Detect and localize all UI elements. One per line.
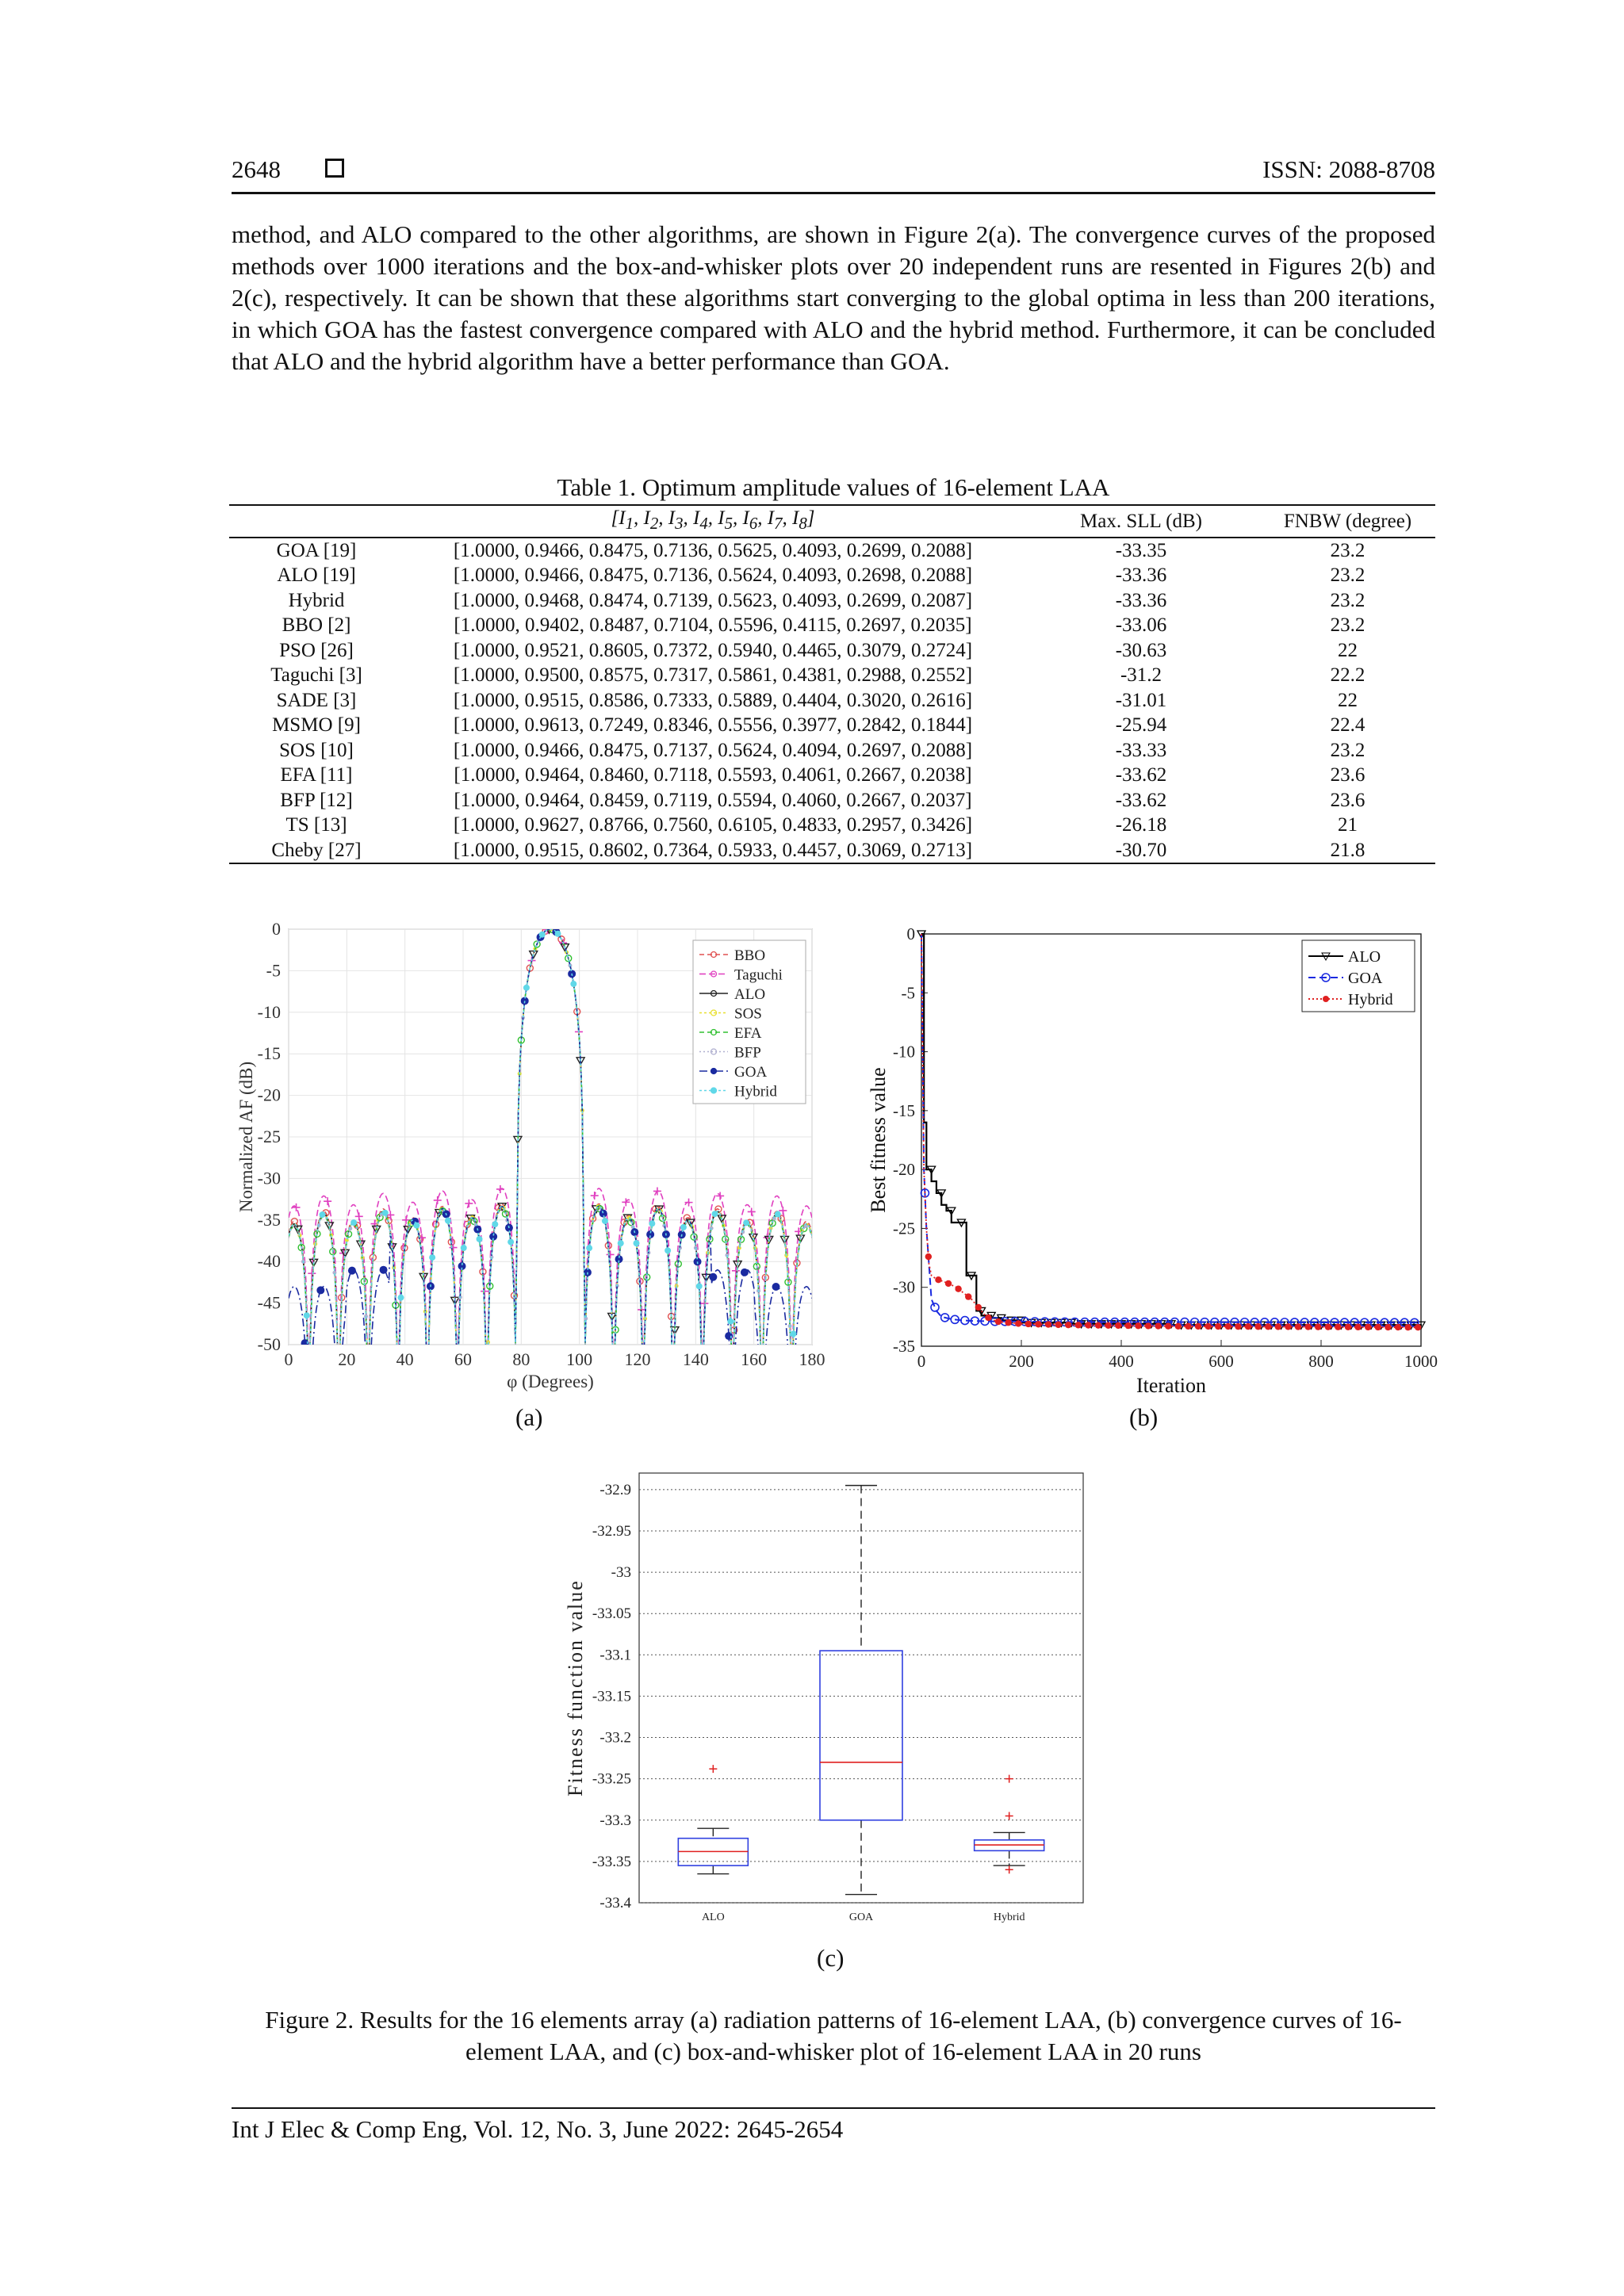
table-cell: [1.0000, 0.9521, 0.8605, 0.7372, 0.5940, 0.4465, 0.3079, 0.2724] (453, 639, 973, 661)
y-tick-label: -33 (611, 1564, 631, 1582)
table-row (229, 738, 1435, 763)
x-tick-label: Hybrid (993, 1911, 1025, 1923)
data-point (1415, 1324, 1421, 1330)
legend-label: Hybrid (1348, 991, 1393, 1008)
table-row (229, 813, 1435, 838)
figure-c-label: (c) (817, 1944, 845, 1972)
y-axis-label: Fitness function value (564, 1579, 587, 1797)
radiation-pattern-chart (230, 910, 848, 1402)
legend-label: SOS (734, 1005, 762, 1023)
table-row (229, 563, 1435, 588)
data-point (945, 1280, 952, 1287)
data-point (772, 1283, 780, 1291)
table-cell: -33.62 (1115, 764, 1167, 786)
table-row (229, 613, 1435, 638)
data-point (775, 1211, 781, 1217)
table-cell: -33.62 (1115, 789, 1167, 811)
data-point (348, 1267, 356, 1275)
y-tick-label: -30 (893, 1277, 915, 1297)
data-point (523, 985, 530, 991)
data-point (1285, 1323, 1291, 1330)
legend-marker (711, 1088, 717, 1093)
data-point (1235, 1323, 1241, 1330)
data-point (508, 1239, 514, 1246)
data-point (1275, 1323, 1281, 1330)
table-cell: -33.36 (1115, 564, 1167, 586)
y-tick-label: -30 (257, 1168, 281, 1188)
legend-label: EFA (734, 1025, 762, 1042)
data-point (1254, 1323, 1261, 1330)
legend-label: Taguchi (734, 966, 783, 984)
data-point (1215, 1323, 1221, 1330)
y-tick-label: -25 (893, 1219, 915, 1238)
data-point (1345, 1324, 1351, 1330)
table-cell: Cheby [27] (229, 838, 404, 864)
data-point (1265, 1323, 1271, 1330)
y-tick-label: -32.95 (592, 1522, 631, 1540)
data-point (602, 1218, 608, 1224)
y-tick-label: -33.2 (599, 1729, 631, 1747)
table-cell: [1.0000, 0.9466, 0.8475, 0.7137, 0.5624, 0.4094, 0.2697, 0.2088] (453, 739, 973, 761)
figure-a-label: (a) (515, 1403, 543, 1431)
x-tick-label: ALO (701, 1911, 725, 1923)
data-point (413, 1223, 419, 1229)
table-1 (229, 504, 1435, 864)
data-point (985, 1314, 991, 1321)
table-cell: [1.0000, 0.9466, 0.8475, 0.7136, 0.5625, 0.4093, 0.2699, 0.2088] (453, 539, 973, 561)
table-cell: -33.33 (1115, 739, 1167, 761)
x-tick-label: 180 (799, 1349, 825, 1369)
data-point (696, 1283, 703, 1289)
data-point (618, 1240, 624, 1246)
body-text (232, 219, 1435, 377)
data-point (1385, 1324, 1391, 1330)
table-cell: BBO [2] (282, 614, 351, 636)
table-cell: -33.35 (1115, 539, 1167, 561)
data-point (320, 1211, 326, 1218)
table-row (229, 763, 1435, 788)
legend-label: ALO (734, 986, 766, 1003)
legend-marker (711, 1069, 717, 1074)
x-tick-label: 400 (1109, 1352, 1134, 1371)
data-point (1245, 1323, 1251, 1330)
convergence-chart (864, 910, 1443, 1402)
data-point (398, 1295, 404, 1301)
data-point (1304, 1323, 1311, 1330)
table-cell: [1.0000, 0.9464, 0.8460, 0.7118, 0.5593, 0.4061, 0.2667, 0.2038] (454, 764, 972, 786)
y-tick-label: -20 (893, 1160, 915, 1180)
x-tick-label: 80 (512, 1349, 530, 1369)
table-row (229, 838, 1435, 864)
table-cell: SOS [10] (279, 739, 354, 761)
data-point (791, 1330, 797, 1337)
data-point (741, 1269, 749, 1276)
x-tick-label: 120 (624, 1349, 651, 1369)
table-cell: ALO [19] (277, 564, 356, 586)
data-point (1075, 1322, 1082, 1328)
data-point (492, 1221, 498, 1227)
y-tick-label: -33.15 (592, 1688, 631, 1705)
y-tick-label: -33.4 (599, 1895, 631, 1911)
table-cell: Hybrid (288, 589, 345, 611)
data-point (1035, 1321, 1041, 1327)
table-row (229, 688, 1435, 714)
y-tick-label: -5 (266, 960, 281, 981)
data-point (1335, 1324, 1341, 1330)
data-point (1395, 1324, 1401, 1330)
data-point (665, 1247, 671, 1253)
data-point (445, 1218, 451, 1224)
data-point (539, 932, 546, 938)
data-point (680, 1224, 687, 1230)
data-point (975, 1304, 982, 1311)
x-tick-label: GOA (848, 1911, 874, 1923)
table-cell: 23.2 (1330, 564, 1365, 586)
table-cell: 23.6 (1330, 764, 1365, 786)
table-cell: 23.2 (1330, 589, 1365, 611)
table-cell: 22 (1338, 689, 1358, 711)
data-point (1085, 1322, 1091, 1328)
table-row (229, 538, 1435, 564)
data-point (570, 981, 576, 987)
y-tick-label: -33.05 (592, 1605, 631, 1623)
table-row (229, 663, 1435, 688)
y-tick-label: -15 (257, 1043, 281, 1064)
data-point (1365, 1324, 1371, 1330)
data-point (634, 1240, 640, 1246)
x-tick-label: 0 (917, 1352, 926, 1371)
y-tick-label: -35 (257, 1209, 281, 1230)
table-cell: EFA [11] (280, 764, 353, 786)
table-cell: -30.63 (1115, 639, 1167, 661)
data-point (1295, 1323, 1301, 1330)
issn: ISSN: 2088-8708 (1262, 155, 1435, 183)
data-point (429, 1254, 435, 1261)
data-point (382, 1210, 389, 1216)
square-icon (325, 159, 344, 178)
y-tick-label: -40 (257, 1251, 281, 1272)
y-tick-label: -45 (257, 1292, 281, 1313)
data-point (477, 1236, 483, 1242)
table-cell: [1.0000, 0.9515, 0.8602, 0.7364, 0.5933, 0.4457, 0.3069, 0.2713] (404, 838, 1022, 864)
data-point (743, 1219, 749, 1226)
legend-label: BBO (734, 947, 766, 964)
data-point (1015, 1320, 1021, 1326)
data-point (1045, 1321, 1051, 1327)
x-tick-label: 160 (741, 1349, 768, 1369)
x-tick-label: 600 (1208, 1352, 1234, 1371)
y-tick-label: -5 (901, 983, 915, 1003)
table-cell: 21.8 (1260, 838, 1435, 864)
x-axis-label: Iteration (1136, 1374, 1207, 1397)
y-tick-label: -35 (893, 1337, 915, 1356)
y-axis-label: Best fitness value (867, 1067, 890, 1213)
table-cell: 23.6 (1330, 789, 1365, 811)
data-point (727, 1318, 733, 1325)
x-tick-label: 140 (682, 1349, 709, 1369)
legend-label: Hybrid (734, 1083, 777, 1100)
data-point (955, 1285, 961, 1292)
legend-label: ALO (1348, 948, 1381, 966)
y-tick-label: -33.25 (592, 1770, 631, 1788)
table-cell: [1.0000, 0.9515, 0.8586, 0.7333, 0.5889, 0.4404, 0.3020, 0.2616] (453, 689, 973, 711)
box-plot-chart (555, 1459, 1094, 1942)
y-tick-label: 0 (272, 919, 281, 939)
table-header-cell (229, 505, 404, 538)
x-tick-label: 0 (284, 1349, 293, 1369)
header-rule (232, 192, 1435, 194)
table-row (229, 713, 1435, 738)
table-cell: 22.4 (1330, 714, 1365, 736)
data-point (1205, 1323, 1211, 1330)
data-point (965, 1293, 971, 1299)
table-header-row (229, 505, 1435, 538)
y-tick-label: -15 (893, 1100, 915, 1120)
x-tick-label: 40 (396, 1349, 414, 1369)
y-tick-label: -33.3 (599, 1812, 631, 1829)
table-cell: -33.36 (1115, 589, 1167, 611)
table-cell: BFP [12] (280, 789, 353, 811)
x-axis-label: φ (Degrees) (507, 1372, 594, 1391)
table-cell: [1.0000, 0.9402, 0.8487, 0.7104, 0.5596, 0.4115, 0.2697, 0.2035] (454, 614, 972, 636)
table-cell: -31.01 (1115, 689, 1167, 711)
data-point (586, 1245, 592, 1251)
data-point (1105, 1322, 1111, 1329)
table-cell: 23.2 (1330, 614, 1365, 636)
y-tick-label: -10 (257, 1001, 281, 1022)
data-point (712, 1211, 718, 1217)
footer-rule (232, 2107, 1435, 2109)
data-point (1375, 1324, 1381, 1330)
table-cell: 22 (1338, 639, 1358, 661)
page-number: 2648 (232, 155, 281, 183)
y-tick-label: -10 (893, 1042, 915, 1062)
data-point (555, 931, 561, 937)
table-row (229, 638, 1435, 664)
y-tick-label: -33.1 (599, 1647, 631, 1664)
x-tick-label: 200 (1009, 1352, 1034, 1371)
table-cell: -25.94 (1115, 714, 1167, 736)
table-cell: 22.2 (1330, 664, 1365, 686)
table-cell: [1.0000, 0.9468, 0.8474, 0.7139, 0.5623, 0.4093, 0.2699, 0.2087] (453, 589, 973, 611)
data-point (1325, 1323, 1331, 1330)
footer-text: Int J Elec & Comp Eng, Vol. 12, No. 3, June 2022: 2645-2654 (232, 2115, 844, 2143)
y-tick-label: 0 (906, 924, 915, 943)
data-point (1225, 1323, 1231, 1330)
data-point (709, 1273, 717, 1281)
y-tick-label: -32.9 (599, 1481, 631, 1498)
table-cell: -33.06 (1115, 614, 1167, 636)
table-row (229, 588, 1435, 614)
data-point (1175, 1323, 1182, 1330)
table-cell: MSMO [9] (272, 714, 361, 736)
data-point (1005, 1319, 1011, 1326)
table-header-cell: [$I_1$, $I_2$, $I_3$, $I_4$, $I_5$, $I_6$, $I_7$, $I_8$] (404, 505, 1022, 538)
table-cell: -26.18 (1115, 814, 1167, 836)
paragraph: method, and ALO compared to the other algorithms, are shown in Figure 2(a). The convergence curves of the proposed methods over 1000 iterations and the box-and-whisker plots over 20 independent runs are resented in Figures 2(b) and 2(c), respectively. It can be shown that these algorithms start converging to the global optima in less than 200 iterations, in which GOA has the fastest convergence compared with ALO and the hybrid method. Furthermore, it can be concluded that ALO and the hybrid algorithm have a better performance than GOA. (232, 220, 1435, 375)
data-point (1135, 1322, 1141, 1329)
y-tick-label: -25 (257, 1127, 281, 1146)
data-point (380, 1266, 388, 1274)
table-cell: Taguchi [3] (270, 664, 362, 686)
data-point (461, 1245, 467, 1251)
x-tick-label: 60 (454, 1349, 472, 1369)
figure-b-label: (b) (1129, 1403, 1159, 1431)
legend-label: GOA (1348, 970, 1383, 987)
table-header-cell: FNBW (degree) (1260, 505, 1435, 538)
data-point (649, 1220, 655, 1226)
y-tick-label: -50 (257, 1334, 281, 1354)
data-point (1195, 1323, 1201, 1330)
table-cell: GOA [19] (276, 539, 357, 561)
table-caption: Table 1. Optimum amplitude values of 16-element LAA (557, 473, 1110, 501)
data-point (995, 1318, 1002, 1325)
data-point (316, 1286, 324, 1294)
x-tick-label: 1000 (1404, 1352, 1438, 1371)
table-cell: -30.70 (1022, 838, 1260, 864)
legend-label: BFP (734, 1044, 761, 1062)
table-cell: 23.2 (1330, 739, 1365, 761)
table-cell: 21 (1338, 814, 1358, 836)
data-point (1055, 1322, 1061, 1328)
table-cell: [1.0000, 0.9500, 0.8575, 0.7317, 0.5861, 0.4381, 0.2988, 0.2552] (453, 664, 973, 686)
data-point (1185, 1323, 1191, 1330)
data-point (1025, 1321, 1032, 1327)
data-point (1095, 1322, 1101, 1328)
data-point (350, 1219, 357, 1226)
table-cell: [1.0000, 0.9613, 0.7249, 0.8346, 0.5556, 0.3977, 0.2842, 0.1844] (453, 714, 973, 736)
legend-label: GOA (734, 1064, 768, 1081)
data-point (1354, 1324, 1361, 1330)
x-tick-label: 20 (338, 1349, 356, 1369)
data-point (1125, 1322, 1132, 1329)
data-point (925, 1253, 932, 1260)
x-tick-label: 800 (1308, 1352, 1334, 1371)
data-point (1145, 1322, 1151, 1329)
y-tick-label: -20 (257, 1085, 281, 1105)
figure-caption: Figure 2. Results for the 16 elements array (a) radiation patterns of 16-element LAA, (b) convergence curves of 16-element LAA, and (c) box-and-whisker plot of 16-element LAA in 20 runs (265, 2006, 1402, 2065)
table-cell: SADE [3] (276, 689, 357, 711)
table-cell: [1.0000, 0.9627, 0.8766, 0.7560, 0.6105, 0.4833, 0.2957, 0.3426] (453, 814, 973, 836)
data-point (1165, 1322, 1171, 1329)
data-point (599, 1210, 607, 1218)
data-point (1315, 1323, 1321, 1330)
y-axis-label: Normalized AF (dB) (236, 1061, 256, 1213)
x-tick-label: 100 (566, 1349, 593, 1369)
data-point (1155, 1322, 1161, 1329)
data-point (1404, 1324, 1411, 1330)
table-cell: 23.2 (1330, 539, 1365, 561)
table-cell: [1.0000, 0.9466, 0.8475, 0.7136, 0.5624, 0.4093, 0.2698, 0.2088] (453, 564, 973, 586)
data-point (1115, 1322, 1121, 1329)
data-point (304, 1312, 310, 1318)
table-row (229, 788, 1435, 813)
table-header-cell: Max. SLL (dB) (1022, 505, 1260, 538)
data-point (1065, 1322, 1071, 1328)
data-point (935, 1276, 941, 1283)
table-cell: -31.2 (1120, 664, 1162, 686)
legend-marker (1323, 996, 1329, 1002)
table-cell: PSO [26] (279, 639, 354, 661)
y-tick-label: -33.35 (592, 1853, 631, 1870)
table-cell: TS [13] (285, 814, 347, 836)
table-cell: [1.0000, 0.9464, 0.8459, 0.7119, 0.5594, 0.4060, 0.2667, 0.2037] (454, 789, 972, 811)
